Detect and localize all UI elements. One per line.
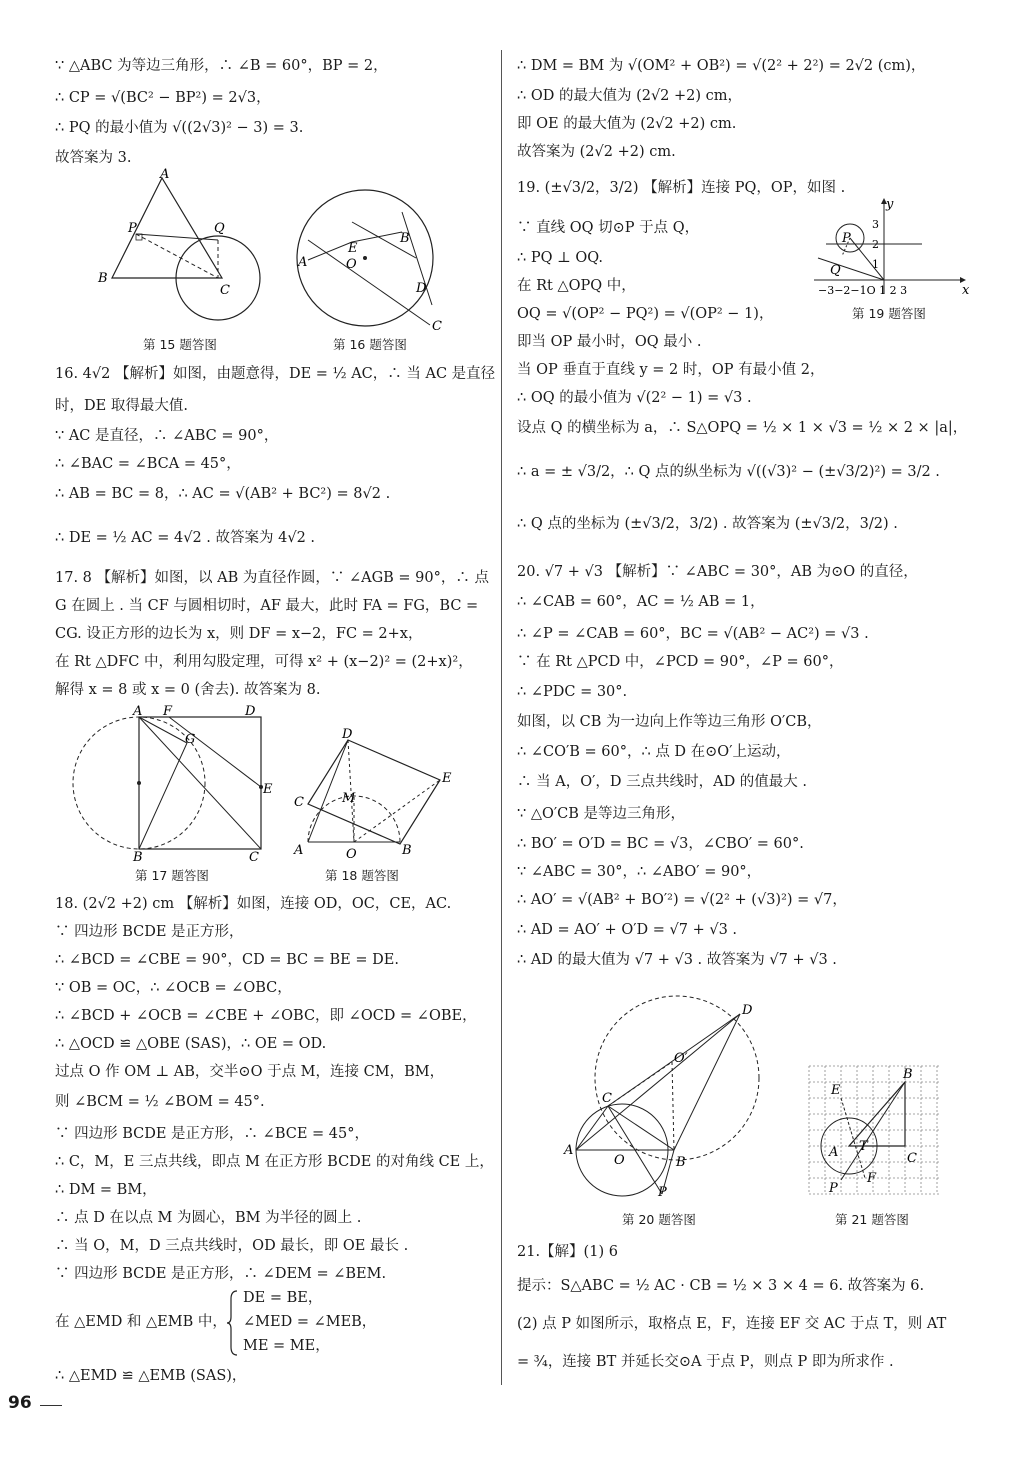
svg-text:Q: Q bbox=[214, 221, 225, 236]
text-line: ∵ 四边形 BCDE 是正方形， bbox=[55, 924, 244, 940]
svg-text:A: A bbox=[564, 1143, 574, 1158]
text-line: ∵ OB = OC，∴ ∠OCB = ∠OBC， bbox=[55, 980, 292, 996]
text-line: ∴ ∠BCD + ∠OCB = ∠CBE + ∠OBC，即 ∠OCD = ∠OBE， bbox=[55, 1008, 477, 1024]
figure-16 bbox=[290, 170, 455, 335]
svg-text:O′: O′ bbox=[674, 1051, 688, 1066]
text-line: 如图，以 CB 为一边向上作等边三角形 O′CB， bbox=[517, 714, 822, 730]
text-line: 时，DE 取得最大值. bbox=[55, 398, 188, 414]
text-line: ∴ a = ± √3/2，∴ Q 点的纵坐标为 √((√3)² − (±√3/2)²) = 3/2 . bbox=[517, 464, 940, 480]
text-line: ∴ ∠BCD = ∠CBE = 90°，CD = BC = BE = DE. bbox=[55, 952, 399, 968]
svg-text:D: D bbox=[245, 704, 256, 719]
figure-17 bbox=[77, 704, 292, 865]
text-line: ∵ ∠ABC = 30°，∴ ∠ABO′ = 90°， bbox=[517, 864, 762, 880]
svg-text:P: P bbox=[829, 1181, 838, 1196]
text-line: ∴ ∠CO′B = 60°，∴ 点 D 在⊙O′上运动， bbox=[517, 744, 791, 760]
text-line: ∴ 点 D 在以点 M 为圆心，BM 为半径的圆上 . bbox=[55, 1210, 362, 1226]
figure-caption: 第 15 题答图 bbox=[143, 337, 217, 352]
text-line: 则 ∠BCM = ½ ∠BOM = 45°. bbox=[55, 1094, 265, 1110]
svg-text:B: B bbox=[98, 271, 108, 286]
text-line: CG. 设正方形的边长为 x，则 DF = x−2，FC = 2+x， bbox=[55, 626, 423, 642]
svg-text:−3−2−1O 1 2 3: −3−2−1O 1 2 3 bbox=[818, 284, 908, 297]
text-line: DE = BE， bbox=[243, 1290, 323, 1306]
text-line: ∵ 在 Rt △PCD 中，∠PCD = 90°，∠P = 60°， bbox=[517, 654, 844, 670]
svg-text:3: 3 bbox=[872, 218, 879, 231]
text-line: 在 △EMD 和 △EMB 中， bbox=[55, 1314, 227, 1330]
svg-text:C: C bbox=[907, 1151, 917, 1166]
svg-text:B: B bbox=[676, 1155, 686, 1170]
svg-text:C: C bbox=[294, 795, 304, 810]
text-line: 19. (±√3/2，3/2) 【解析】连接 PQ，OP，如图 . bbox=[517, 180, 846, 196]
page-number-rule bbox=[40, 1405, 62, 1406]
svg-text:A: A bbox=[829, 1145, 839, 1160]
text-line: 设点 Q 的横坐标为 a，∴ S△OPQ = ½ × 1 × √3 = ½ × 2 × |a|， bbox=[517, 420, 968, 436]
text-line: 在 Rt △OPQ 中， bbox=[517, 278, 636, 294]
svg-text:E: E bbox=[263, 782, 273, 797]
svg-text:A: A bbox=[160, 167, 170, 182]
column-divider bbox=[501, 50, 502, 1385]
text-line: 16. 4√2 【解析】如图，由题意得，DE = ½ AC，∴ 当 AC 是直径 bbox=[55, 366, 496, 382]
svg-text:P: P bbox=[658, 1185, 667, 1200]
text-line: 21.【解】(1) 6 bbox=[517, 1244, 618, 1260]
figure-20 bbox=[562, 990, 762, 1200]
figure-19 bbox=[812, 198, 972, 298]
text-line: 18. (2√2 +2) cm 【解析】如图，连接 OD，OC，CE，AC. bbox=[55, 896, 452, 912]
text-line: ∴ △OCD ≌ △OBE (SAS)，∴ OE = OD. bbox=[55, 1036, 327, 1052]
text-line: ∠MED = ∠MEB， bbox=[243, 1314, 377, 1330]
svg-text:O: O bbox=[346, 257, 357, 272]
text-line: ∴ 当 O，M，D 三点共线时，OD 最长，即 OE 最长 . bbox=[55, 1238, 409, 1254]
text-line: 在 Rt △DFC 中，利用勾股定理，可得 x² + (x−2)² = (2+x)²， bbox=[55, 654, 473, 670]
figure-caption: 第 16 题答图 bbox=[333, 337, 407, 352]
figure-18 bbox=[290, 722, 452, 862]
svg-text:P: P bbox=[842, 231, 851, 246]
text-line: (2) 点 P 如图所示，取格点 E，F，连接 EF 交 AC 于点 T，则 AT bbox=[517, 1316, 947, 1332]
text-line: = ¾，连接 BT 并延长交⊙A 于点 P，则点 P 即为所求作 . bbox=[517, 1354, 894, 1370]
svg-text:1: 1 bbox=[872, 258, 879, 271]
text-line: ∴ ∠PDC = 30°. bbox=[517, 684, 628, 700]
text-line: ∴ C，M，E 三点共线，即点 M 在正方形 BCDE 的对角线 CE 上， bbox=[55, 1154, 494, 1170]
text-line: ∴ ∠CAB = 60°，AC = ½ AB = 1， bbox=[517, 594, 765, 610]
figure-caption: 第 19 题答图 bbox=[852, 306, 926, 321]
svg-text:y: y bbox=[886, 197, 894, 212]
text-line: ∴ OQ 的最小值为 √(2² − 1) = √3 . bbox=[517, 390, 752, 406]
text-line: 当 OP 垂直于直线 y = 2 时，OP 有最小值 2， bbox=[517, 362, 825, 378]
svg-text:C: C bbox=[220, 283, 230, 298]
svg-text:B: B bbox=[402, 843, 412, 858]
text-line: 提示：S△ABC = ½ AC · CB = ½ × 3 × 4 = 6. 故答案为 6. bbox=[517, 1278, 925, 1294]
text-line: ∴ AB = BC = 8，∴ AC = √(AB² + BC²) = 8√2 . bbox=[55, 486, 391, 502]
text-line: G 在圆上 . 当 CF 与圆相切时，AF 最大，此时 FA = FG，BC = bbox=[55, 598, 479, 614]
svg-text:Q: Q bbox=[830, 263, 841, 278]
svg-text:O: O bbox=[346, 847, 357, 862]
text-line: 即 OE 的最大值为 (2√2 +2) cm. bbox=[517, 116, 737, 132]
text-line: ∵ 直线 OQ 切⊙P 于点 Q， bbox=[517, 220, 700, 236]
svg-text:G: G bbox=[185, 732, 196, 747]
figure-caption: 第 18 题答图 bbox=[325, 868, 399, 883]
figure-caption: 第 21 题答图 bbox=[835, 1212, 909, 1227]
svg-text:E: E bbox=[442, 771, 452, 786]
svg-text:D: D bbox=[416, 281, 427, 296]
figure-caption: 第 20 题答图 bbox=[622, 1212, 696, 1227]
svg-text:B: B bbox=[400, 231, 410, 246]
text-line: ∴ ∠P = ∠CAB = 60°，BC = √(AB² − AC²) = √3 . bbox=[517, 626, 869, 642]
svg-text:P: P bbox=[128, 221, 137, 236]
text-line: ∴ BO′ = O′D = BC = √3，∠CBO′ = 60°. bbox=[517, 836, 804, 852]
text-line: ∴ ∠BAC = ∠BCA = 45°， bbox=[55, 456, 241, 472]
text-line: 解得 x = 8 或 x = 0 (舍去). 故答案为 8. bbox=[55, 682, 321, 698]
page-number: 96 bbox=[8, 1393, 32, 1413]
svg-text:D: D bbox=[742, 1003, 753, 1018]
svg-text:2: 2 bbox=[872, 238, 879, 251]
text-line: 过点 O 作 OM ⊥ AB，交半⊙O 于点 M，连接 CM，BM， bbox=[55, 1064, 445, 1080]
text-line: ∴ 当 A，O′，D 三点共线时，AD 的值最大 . bbox=[517, 774, 808, 790]
svg-text:B: B bbox=[133, 850, 143, 865]
figure-caption: 第 17 题答图 bbox=[135, 868, 209, 883]
text-line: ∴ CP = √(BC² − BP²) = 2√3， bbox=[55, 90, 271, 106]
svg-text:A: A bbox=[294, 843, 304, 858]
text-line: ∵ △O′CB 是等边三角形， bbox=[517, 806, 686, 822]
svg-text:O: O bbox=[614, 1153, 625, 1168]
svg-text:C: C bbox=[249, 850, 259, 865]
text-line: ∴ Q 点的坐标为 (±√3/2，3/2) . 故答案为 (±√3/2，3/2) . bbox=[517, 516, 898, 532]
svg-text:C: C bbox=[432, 319, 442, 334]
text-line: 17. 8 【解析】如图，以 AB 为直径作圆，∵ ∠AGB = 90°，∴ 点 bbox=[55, 570, 489, 586]
text-line: ∵ 四边形 BCDE 是正方形，∴ ∠DEM = ∠BEM. bbox=[55, 1266, 387, 1282]
svg-text:B: B bbox=[903, 1067, 913, 1082]
figure-21 bbox=[807, 1064, 943, 1198]
text-line: 故答案为 (2√2 +2) cm. bbox=[517, 144, 676, 160]
text-line: ∴ OD 的最大值为 (2√2 +2) cm， bbox=[517, 88, 743, 104]
svg-text:x: x bbox=[962, 283, 970, 298]
text-line: ∴ PQ ⊥ OQ. bbox=[517, 250, 603, 266]
text-line: 即当 OP 最小时，OQ 最小 . bbox=[517, 334, 702, 350]
text-line: ∵ △ABC 为等边三角形，∴ ∠B = 60°，BP = 2， bbox=[55, 58, 388, 74]
svg-text:D: D bbox=[342, 727, 353, 742]
text-line: ∴ DM = BM 为 √(OM² + OB²) = √(2² + 2²) = 2√2 (cm)， bbox=[517, 58, 926, 74]
text-line: ME = ME， bbox=[243, 1338, 330, 1354]
svg-text:A: A bbox=[133, 704, 143, 719]
text-line: ∴ △EMD ≌ △EMB (SAS)， bbox=[55, 1368, 247, 1384]
text-line: ∴ PQ 的最小值为 √((2√3)² − 3) = 3. bbox=[55, 120, 304, 136]
text-line: ∴ DM = BM， bbox=[55, 1182, 157, 1198]
svg-text:A: A bbox=[298, 255, 308, 270]
text-line: ∵ 四边形 BCDE 是正方形，∴ ∠BCE = 45°， bbox=[55, 1126, 369, 1142]
brace-icon bbox=[227, 1289, 239, 1357]
svg-text:M: M bbox=[342, 791, 356, 806]
svg-text:E: E bbox=[348, 241, 358, 256]
text-line: ∴ AO′ = √(AB² + BO′²) = √(2² + (√3)²) = √7， bbox=[517, 892, 847, 908]
figure-15 bbox=[90, 167, 270, 320]
svg-text:T: T bbox=[859, 1139, 868, 1154]
svg-text:F: F bbox=[163, 704, 173, 719]
text-line: ∴ AD 的最大值为 √7 + √3 . 故答案为 √7 + √3 . bbox=[517, 952, 837, 968]
text-line: ∵ AC 是直径，∴ ∠ABC = 90°， bbox=[55, 428, 279, 444]
text-line: ∴ DE = ½ AC = 4√2 . 故答案为 4√2 . bbox=[55, 530, 316, 546]
text-line: 20. √7 + √3 【解析】∵ ∠ABC = 30°，AB 为⊙O 的直径， bbox=[517, 564, 918, 580]
text-line: ∴ AD = AO′ + O′D = √7 + √3 . bbox=[517, 922, 738, 938]
text-line: 故答案为 3. bbox=[55, 150, 132, 166]
text-line: OQ = √(OP² − PQ²) = √(OP² − 1)， bbox=[517, 306, 774, 322]
svg-text:E: E bbox=[831, 1083, 841, 1098]
svg-text:F: F bbox=[867, 1171, 877, 1186]
svg-text:C: C bbox=[602, 1091, 612, 1106]
